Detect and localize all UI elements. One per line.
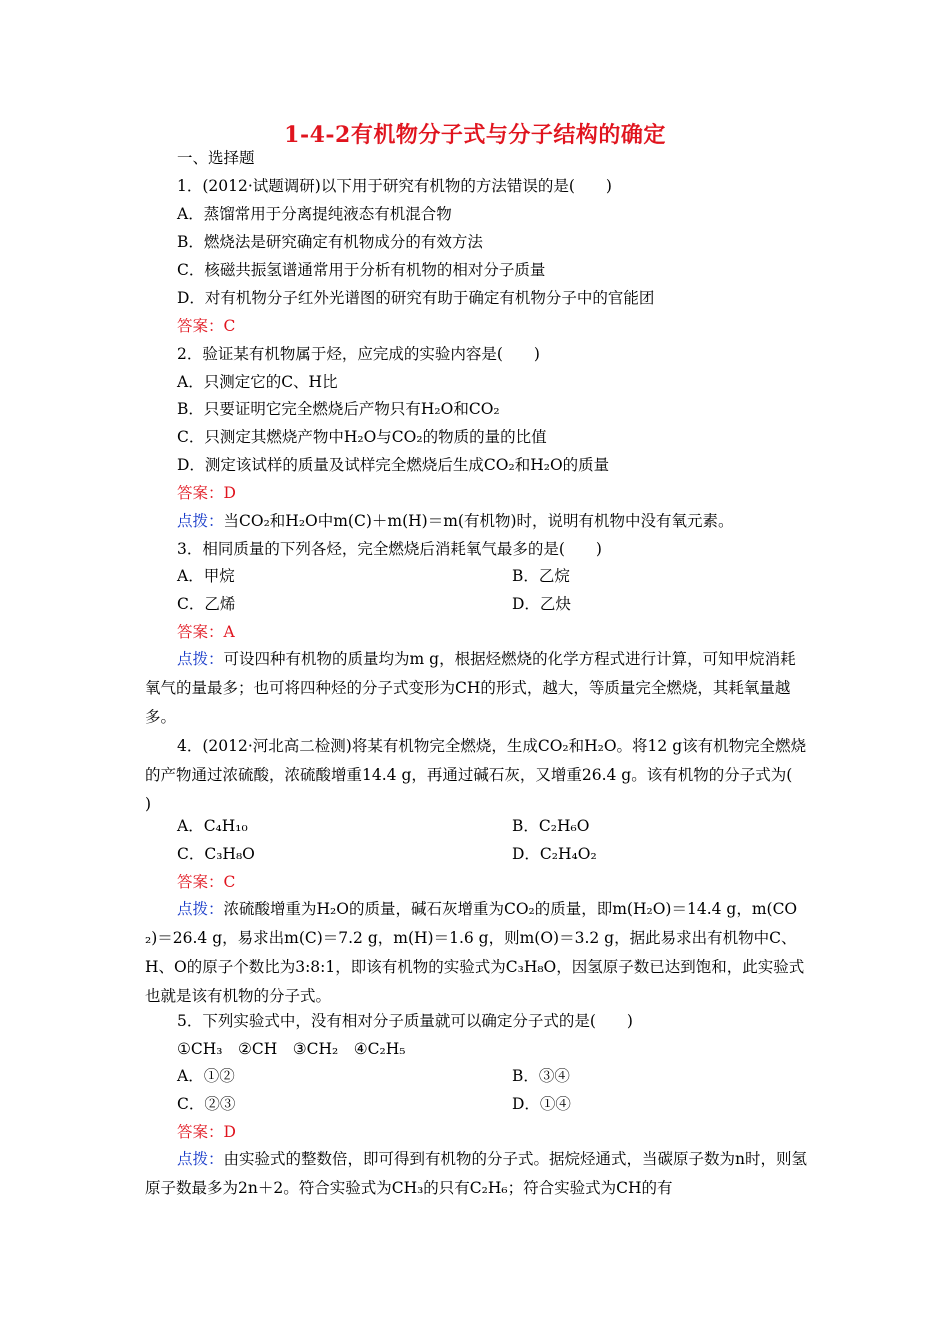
q5-formula-list: ①CH₃ ②CH ③CH₂ ④C₂H₅ [177, 1040, 406, 1058]
hint-text: 浓硫酸增重为H₂O的质量，碱石灰增重为CO₂的质量，即m(H₂O)＝14.4 g，m(CO₂)＝26.4 g，易求出m(C)＝7.2 g，m(H)＝1.6 g，则m(O)＝3.2 g，据此易求出有机物中C、H、O的原子个数比为3:8:1，即该有机物的实验式为C₃H₈O，因氢原子数已达到饱和，此实验式也就是该有机物的分子式。 [145, 900, 805, 1005]
q4-hint [145, 895, 807, 1011]
q2-option-a: A．只测定它的C、H比 [177, 373, 338, 391]
q2-stem: 2．验证某有机物属于烃，应完成的实验内容是( ) [177, 345, 540, 363]
q5-option-d: D．①④ [512, 1095, 571, 1113]
q5-option-c: C．②③ [177, 1095, 236, 1113]
hint-text: 可设四种有机物的质量均为m g，根据烃燃烧的化学方程式进行计算，可知甲烷消耗氧气的量最多；也可将四种烃的分子式变形为CH的形式，越大，等质量完全燃烧，其耗氧量越多。 [145, 650, 796, 726]
q5-answer: 答案：D [177, 1123, 236, 1141]
q4-stem: 4．(2012·河北高二检测)将某有机物完全燃烧，生成CO₂和H₂O。将12 g该有机物完全燃烧的产物通过浓硫酸，浓硫酸增重14.4 g，再通过碱石灰，又增重26.4 g。该有机物的分子式为( ) [145, 737, 824, 813]
q5-option-b: B．③④ [512, 1067, 570, 1085]
q2-option-c: C．只测定其燃烧产物中H₂O与CO₂的物质的量的比值 [177, 428, 547, 446]
q5-hint [145, 1145, 807, 1203]
q4-option-c: C．C₃H₈O [177, 845, 255, 863]
q5-option-a: A．①② [177, 1067, 235, 1085]
q4-option-d: D．C₂H₄O₂ [512, 845, 597, 863]
q2-option-d: D．测定该试样的质量及试样完全燃烧后生成CO₂和H₂O的质量 [177, 456, 610, 474]
q4-answer: 答案：C [177, 873, 236, 891]
q1-stem: 1．(2012·试题调研)以下用于研究有机物的方法错误的是( ) [177, 177, 612, 195]
hint-label: 点拨： [177, 900, 224, 918]
q4-option-a: A．C₄H₁₀ [177, 817, 248, 835]
hint-label: 点拨： [177, 650, 224, 668]
page-title: 1-4-2有机物分子式与分子结构的确定 [284, 122, 666, 148]
q2-hint [177, 511, 734, 531]
q3-option-c: C．乙烯 [177, 595, 236, 613]
hint-text: 由实验式的整数倍，即可得到有机物的分子式。据烷烃通式，当碳原子数为n时，则氢原子数最多为2n＋2。符合实验式为CH₃的只有C₂H₆；符合实验式为CH的有 [145, 1150, 808, 1197]
q2-option-b: B．只要证明它完全燃烧后产物只有H₂O和CO₂ [177, 400, 500, 418]
q2-answer: 答案：D [177, 484, 236, 502]
q3-hint [145, 645, 807, 732]
q3-stem: 3．相同质量的下列各烃，完全燃烧后消耗氧气最多的是( ) [177, 540, 602, 558]
hint-text: 当CO₂和H₂O中m(C)＋m(H)＝m(有机物)时，说明有机物中没有氧元素。 [223, 512, 734, 530]
q1-option-a: A．蒸馏常用于分离提纯液态有机混合物 [177, 205, 452, 223]
q1-option-d: D．对有机物分子红外光谱图的研究有助于确定有机物分子中的官能团 [177, 289, 655, 307]
q3-option-a: A．甲烷 [177, 567, 235, 585]
q3-option-b: B．乙烷 [512, 567, 570, 585]
q3-option-d: D．乙炔 [512, 595, 571, 613]
q4-option-b: B．C₂H₆O [512, 817, 590, 835]
q5-stem: 5．下列实验式中，没有相对分子质量就可以确定分子式的是( ) [177, 1012, 633, 1030]
hint-label: 点拨： [177, 512, 224, 530]
q1-option-c: C．核磁共振氢谱通常用于分析有机物的相对分子质量 [177, 261, 546, 279]
hint-label: 点拨： [177, 1150, 224, 1168]
q1-option-b: B．燃烧法是研究确定有机物成分的有效方法 [177, 233, 483, 251]
q1-answer: 答案：C [177, 317, 236, 335]
q3-answer: 答案：A [177, 623, 235, 641]
section-heading: 一、选择题 [177, 149, 255, 167]
